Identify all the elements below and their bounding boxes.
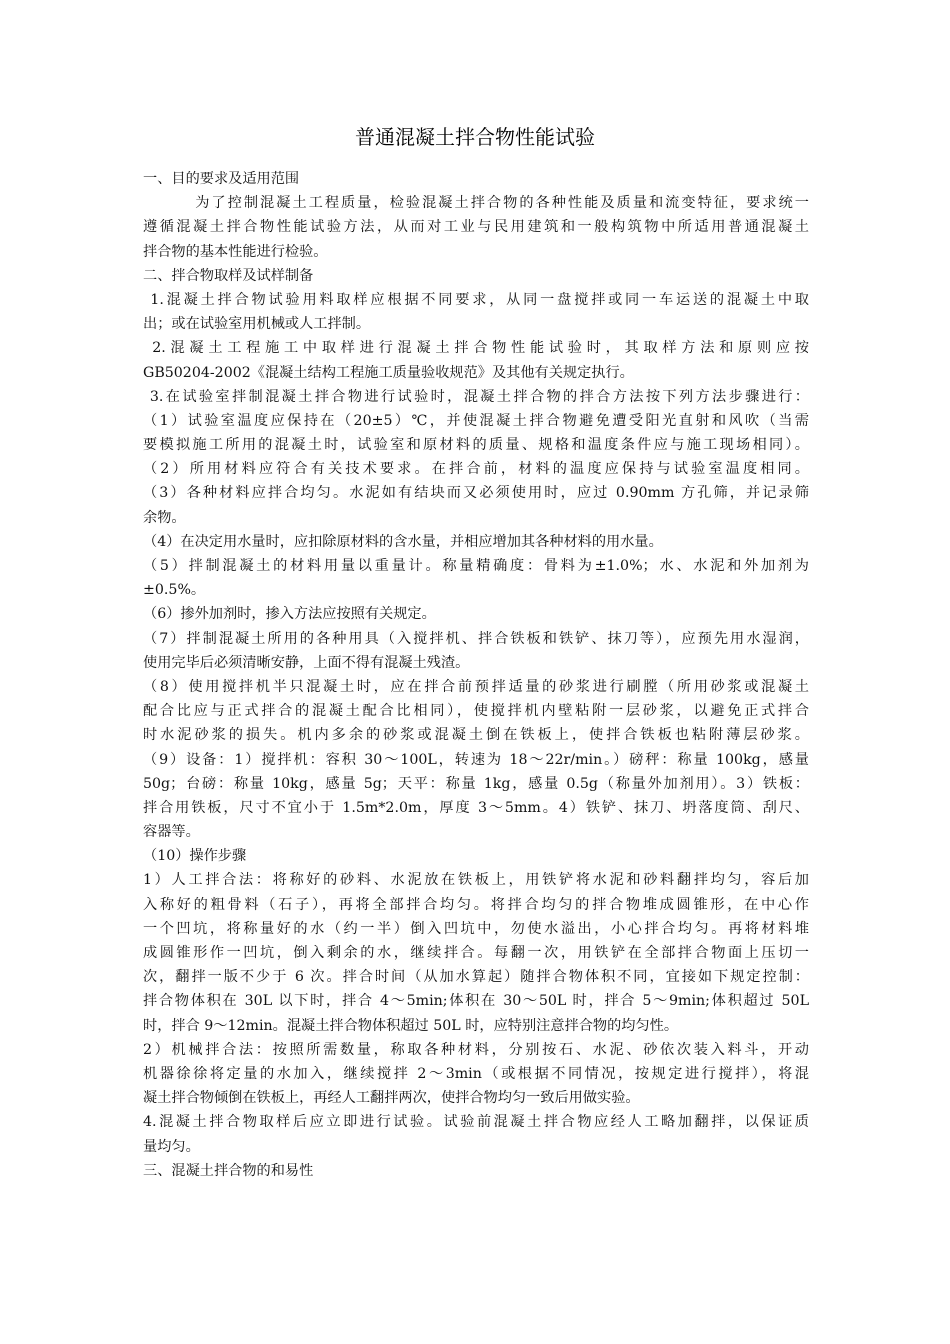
text-line: 机器徐徐将定量的水加入，继续搅拌 2～3min（或根据不同情况，按规定进行搅拌），将混 <box>143 1065 809 1082</box>
text-line: 遵循混凝土拌合物性能试验方法，从而对工业与民用建筑和一般构筑物中所适用普通混凝土 <box>143 219 809 236</box>
document-body <box>143 167 809 1183</box>
text-line: ±0.5%。 <box>143 582 206 599</box>
text-line: 要模拟施工所用的混凝土时，试验室和原材料的质量、规格和温度条件应与施工现场相同）。 <box>143 437 809 454</box>
text-line: （3）各种材料应拌合均匀。水泥如有结块而又必须使用时，应过 0.90mm 方孔筛，并记录筛 <box>143 485 809 502</box>
text-line: 入称好的粗骨料（石子），再将全部拌合均匀。将拌合均匀的拌合物堆成圆锥形，在中心作 <box>143 896 809 913</box>
text-line: 次，翻拌一版不少于 6 次。拌合时间（从加水算起）随拌合物体积不同，宜接如下规定控制： <box>143 969 809 986</box>
text-line: （6）掺外加剂时，掺入方法应按照有关规定。 <box>143 606 436 623</box>
text-line: 50g；台磅：称量 10kg，感量 5g；天平：称量 1kg，感量 0.5g（称量外加剂用）。3）铁板： <box>143 775 809 792</box>
text-line: （2）所用材料应符合有关技术要求。在拌合前，材料的温度应保持与试验室温度相同。 <box>143 461 809 478</box>
text-line: 拌合用铁板，尺寸不宜小于 1.5m*2.0m，厚度 3～5mm。4）铁铲、抹刀、坍落度筒、刮尺、 <box>143 799 809 816</box>
text-line: 容器等。 <box>143 824 200 841</box>
document-title: 普通混凝土拌合物性能试验 <box>355 125 595 149</box>
text-line: 三、混凝土拌合物的和易性 <box>143 1162 314 1179</box>
text-line: （8）使用搅拌机半只混凝土时，应在拌合前预拌适量的砂浆进行刷膛（所用砂浆或混凝土 <box>143 678 809 695</box>
text-line: 量均匀。 <box>143 1138 200 1155</box>
text-line: 时水泥砂浆的损失。机内多余的砂浆或混凝土倒在铁板上，使拌合铁板也粘附薄层砂浆。 <box>143 727 809 744</box>
text-line: （9）设备：1）搅拌机：容积 30～100L，转速为 18～22r/min。）磅秤：称量 100kg，感量 <box>143 751 809 768</box>
text-line: 凝土拌合物倾倒在铁板上，再经人工翻拌两次，使拌合物均匀一致后用做实验。 <box>143 1090 640 1107</box>
text-line: 为了控制混凝土工程质量，检验混凝土拌合物的各种性能及质量和流变特征，要求统一 <box>143 195 809 212</box>
text-line: （5）拌制混凝土的材料用量以重量计。称量精确度：骨料为±1.0%；水、水泥和外加剂为 <box>143 558 809 574</box>
text-line: （7）拌制混凝土所用的各种用具（入搅拌机、拌合铁板和铁铲、抹刀等），应预先用水湿润， <box>143 630 809 647</box>
text-line: 1.混凝土拌合物试验用料取样应根据不同要求，从同一盘搅拌或同一车运送的混凝土中取 <box>143 291 809 308</box>
text-line: 二、拌合物取样及试样制备 <box>143 267 314 284</box>
text-line: 1）人工拌合法：将称好的砂料、水泥放在铁板上，用铁铲将水泥和砂料翻拌均匀，容后加 <box>143 872 809 889</box>
text-line: 一个凹坑，将称量好的水（约一半）倒入凹坑中，勿使水溢出，小心拌合均匀。再将材料堆 <box>143 920 809 937</box>
text-line: 一、目的要求及适用范围 <box>143 171 300 187</box>
text-line: 4.混凝土拌合物取样后应立即进行试验。试验前混凝土拌合物应经人工略加翻拌，以保证质 <box>143 1114 809 1131</box>
text-line: （10）操作步骤 <box>143 848 247 865</box>
text-line: （4）在决定用水量时，应扣除原材料的含水量，并相应增加其各种材料的用水量。 <box>143 533 663 550</box>
text-line: 余物。 <box>143 509 186 526</box>
text-line: （1）试验室温度应保持在（20±5）℃，并使混凝土拌合物避免遭受阳光直射和风吹（当需 <box>143 412 809 429</box>
text-line: 拌合物体积在 30L 以下时，拌合 4～5min;体积在 30～50L 时，拌合 5～9min;体积超过 50L <box>143 993 809 1010</box>
text-line: 时，拌合 9～12min。混凝土拌合物体积超过 50L 时，应特别注意拌合物的均匀性。 <box>143 1017 679 1034</box>
text-line: 2）机械拌合法：按照所需数量，称取各种材料，分别按石、水泥、砂依次装入料斗，开动 <box>143 1041 809 1058</box>
text-line: GB50204-2002《混凝土结构工程施工质量验收规范》及其他有关规定执行。 <box>143 364 634 381</box>
text-line: 成圆锥形作一凹坑，倒入剩余的水，继续拌合。每翻一次，用铁铲在全部拌合物面上压切一 <box>143 945 809 961</box>
text-line: 2.混凝土工程施工中取样进行混凝土拌合物性能试验时，其取样方法和原则应按 <box>143 340 809 357</box>
text-line: 配合比应与正式拌合的混凝土配合比相同），使搅拌机内壁粘附一层砂浆，以避免正式拌合 <box>143 703 809 720</box>
text-line: 3.在试验室拌制混凝土拌合物进行试验时，混凝土拌合物的拌合方法按下列方法步骤进行： <box>143 388 809 405</box>
text-line: 使用完毕后必须清晰安静，上面不得有混凝土残渣。 <box>143 654 470 671</box>
text-line: 出；或在试验室用机械或人工拌制。 <box>143 316 371 333</box>
text-line: 拌合物的基本性能进行检验。 <box>143 243 328 260</box>
